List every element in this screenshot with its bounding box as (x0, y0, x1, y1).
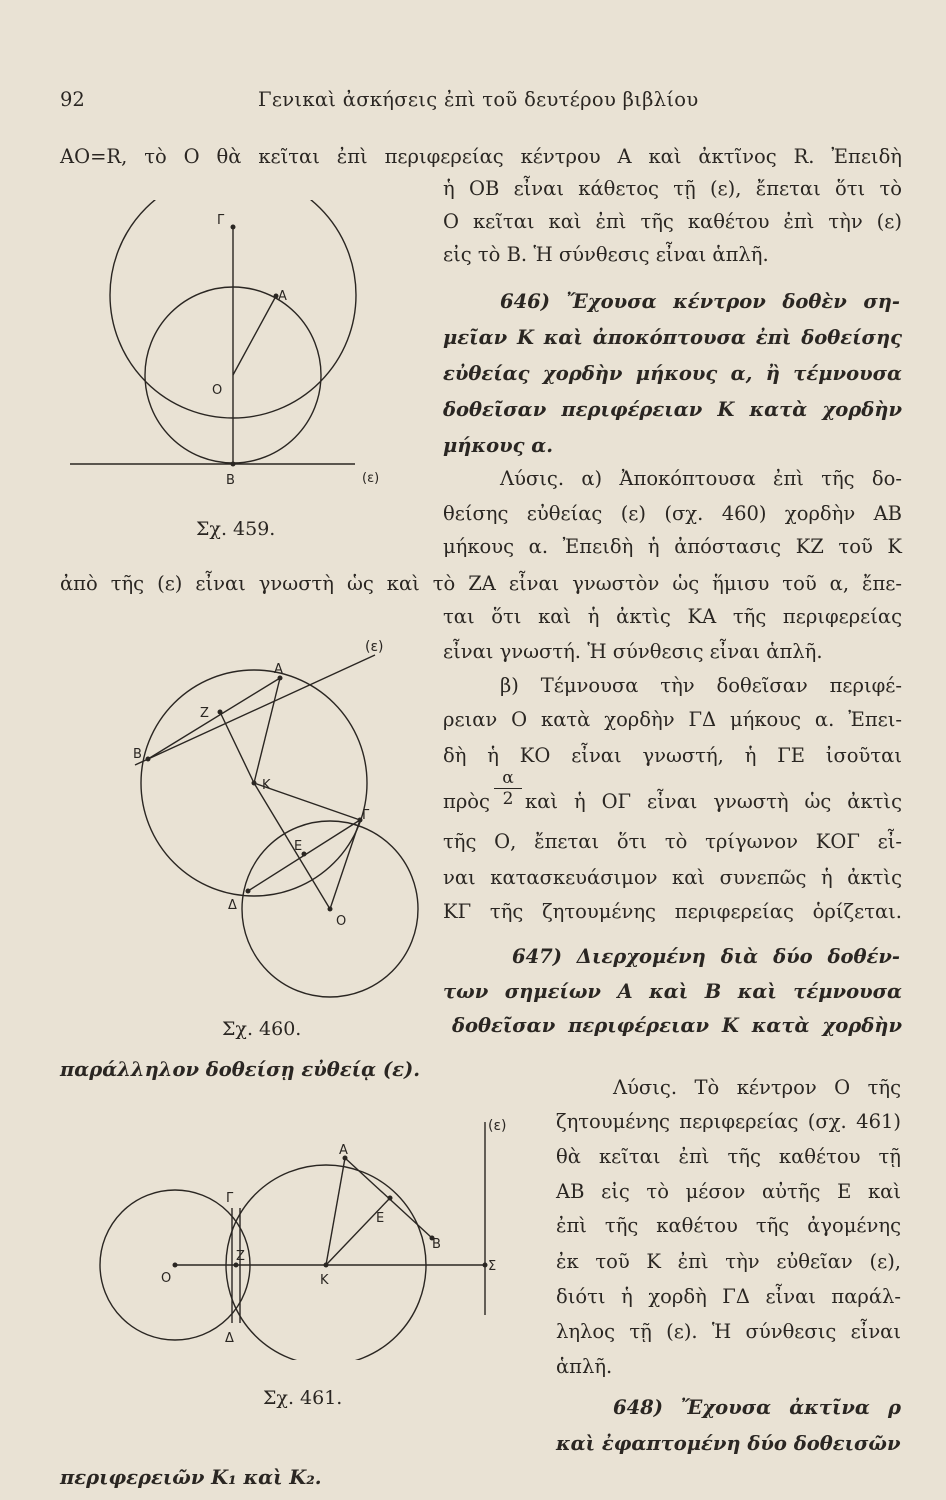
line-kz (220, 712, 254, 783)
text-line: δὴ ἡ ΚΟ εἶναι γνωστή, ἡ ΓΕ ἰσοῦται (443, 744, 902, 767)
figure-459 (60, 200, 420, 500)
text-line: ληλος τῇ (ε). Ἡ σύνθεσις εἶναι (556, 1320, 901, 1343)
caption-460: Σχ. 460. (222, 1018, 302, 1040)
label-g: Γ (362, 808, 370, 823)
text-line: θὰ κεῖται ἐπὶ τῆς καθέτου τῇ (556, 1145, 901, 1168)
text-line: ἀπὸ τῆς (ε) εἶναι γνωστὴ ὡς καὶ τὸ ΖΑ εἶναι γνωστὸν ὡς ἥμισυ τοῦ α, ἔπε- (60, 572, 902, 595)
fraction (494, 768, 522, 809)
text-line: δοθεῖσαν περιφέρειαν Κ κατὰ χορδὴν (443, 398, 902, 421)
text-line: Ο κεῖται καὶ ἐπὶ τῆς καθέτου ἐπὶ τὴν (ε) (443, 210, 902, 233)
label-d: Δ (225, 1331, 234, 1346)
page-number: 92 (60, 88, 85, 111)
text-line: εἰς τὸ Β. Ἡ σύνθεσις εἶναι ἁπλῆ. (443, 243, 769, 266)
label-ep: Ε (294, 839, 303, 854)
text-line: περιφερειῶν Κ₁ καὶ Κ₂. (60, 1466, 322, 1489)
text-line: μήκους α. Ἐπειδὴ ἡ ἀπόστασις ΚΖ τοῦ Κ (443, 535, 902, 558)
text-line: παράλληλον δοθείσῃ εὐθείᾳ (ε). (60, 1058, 420, 1081)
text-line: καὶ ἡ ΟΓ εἶναι γνωστὴ ὡς ἀκτὶς (525, 790, 902, 813)
label-ep: Ε (376, 1211, 385, 1226)
label-b: Β (432, 1237, 441, 1252)
label-g: Γ (217, 213, 225, 228)
running-title: Γενικαὶ ἀσκήσεις ἐπὶ τοῦ δευτέρου βιβλίου (258, 88, 699, 111)
line-og (330, 820, 360, 909)
text-line: πρὸς (443, 790, 490, 813)
line-e (135, 655, 375, 765)
text-line: καὶ ἐφαπτομένη δύο δοθεισῶν (556, 1432, 901, 1455)
label-o: Ο (161, 1271, 172, 1286)
label-a: Α (278, 289, 287, 304)
label-k: Κ (262, 778, 271, 793)
text-line: ναι κατασκευάσιμον καὶ συνεπῶς ἡ ἀκτὶς (443, 866, 902, 889)
exercise-646-heading: 646) Ἔχουσα κέντρον δοθὲν ση- (500, 290, 900, 313)
line-oa (233, 296, 276, 375)
text-line: ζητουμένης περιφερείας (σχ. 461) (556, 1110, 901, 1133)
caption-459: Σχ. 459. (196, 518, 276, 540)
text-line: μεῖαν Κ καὶ ἀποκόπτουσα ἐπὶ δοθείσης (443, 326, 902, 349)
text-line: δοθεῖσαν περιφέρειαν Κ κατὰ χορδὴν (452, 1014, 902, 1037)
text-line: ΚΓ τῆς ζητουμένης περιφερείας ὁρίζεται. (443, 900, 902, 923)
text-line: ται ὅτι καὶ ἡ ἀκτὶς ΚΑ τῆς περιφερείας (443, 605, 902, 628)
label-g: Γ (226, 1191, 234, 1206)
caption-461: Σχ. 461. (263, 1387, 343, 1409)
line-ka (254, 678, 280, 783)
text-line: Λύσις. Τὸ κέντρον Ο τῆς (613, 1076, 901, 1099)
label-z: Ζ (200, 706, 209, 721)
label-o: Ο (212, 383, 223, 398)
label-d: Δ (228, 898, 237, 913)
label-a: Α (339, 1143, 348, 1158)
text-line: των σημείων Α καὶ Β καὶ τέμνουσα (443, 980, 902, 1003)
figure-461 (60, 1110, 540, 1360)
text-line: ἁπλῆ. (556, 1355, 613, 1378)
label-z: Ζ (236, 1249, 245, 1264)
fraction-numerator: α (502, 768, 514, 788)
text-line: μήκους α. (443, 434, 554, 457)
figure-460 (100, 625, 440, 1000)
label-a: Α (274, 662, 283, 677)
text-line: ΑΟ=R, τὸ Ο θὰ κεῖται ἐπὶ περιφερείας κέντρου Α καὶ ἀκτῖνος R. Ἐπειδὴ (60, 145, 902, 168)
label-o: Ο (336, 914, 347, 929)
exercise-648-heading: 648) Ἔχουσα ἀκτῖνα ρ (613, 1396, 901, 1419)
label-k: Κ (320, 1273, 329, 1288)
label-b: Β (226, 473, 235, 488)
text-line: Λύσις. α) Ἀποκόπτουσα ἐπὶ τῆς δο- (500, 467, 902, 490)
label-e: (ε) (365, 639, 384, 655)
text-line: εὐθείας χορδὴν μήκους α, ἢ τέμνουσα (443, 362, 902, 385)
label-e: (ε) (362, 471, 380, 486)
text-line: ΑΒ εἰς τὸ μέσον αὐτῆς Ε καὶ (556, 1180, 901, 1203)
label-b: Β (133, 747, 142, 762)
text-line: ρειαν Ο κατὰ χορδὴν ΓΔ μήκους α. Ἐπει- (443, 708, 902, 731)
fraction-denominator: 2 (494, 788, 522, 809)
line-ba (148, 678, 280, 759)
text-line: β) Τέμνουσα τὴν δοθεῖσαν περιφέ- (500, 674, 902, 697)
text-line: ἡ ΟΒ εἶναι κάθετος τῇ (ε), ἔπεται ὅτι τὸ (443, 177, 902, 200)
text-line: θείσης εὐθείας (ε) (σχ. 460) χορδὴν ΑΒ (443, 502, 902, 525)
text-line: ἐκ τοῦ Κ ἐπὶ τὴν εὐθεῖαν (ε), (556, 1250, 901, 1273)
text-line: εἶναι γνωστή. Ἡ σύνθεσις εἶναι ἁπλῆ. (443, 640, 823, 663)
label-e: (ε) (488, 1118, 507, 1134)
exercise-647-heading: 647) Διερχομένη διὰ δύο δοθέν- (512, 945, 900, 968)
text-line: διότι ἡ χορδὴ ΓΔ εἶναι παράλ- (556, 1285, 901, 1308)
text-line: τῆς Ο, ἔπεται ὅτι τὸ τρίγωνον ΚΟΓ εἶ- (443, 830, 902, 853)
label-s: Σ (488, 1259, 497, 1274)
text-line: ἐπὶ τῆς καθέτου τῆς ἀγομένης (556, 1214, 901, 1237)
